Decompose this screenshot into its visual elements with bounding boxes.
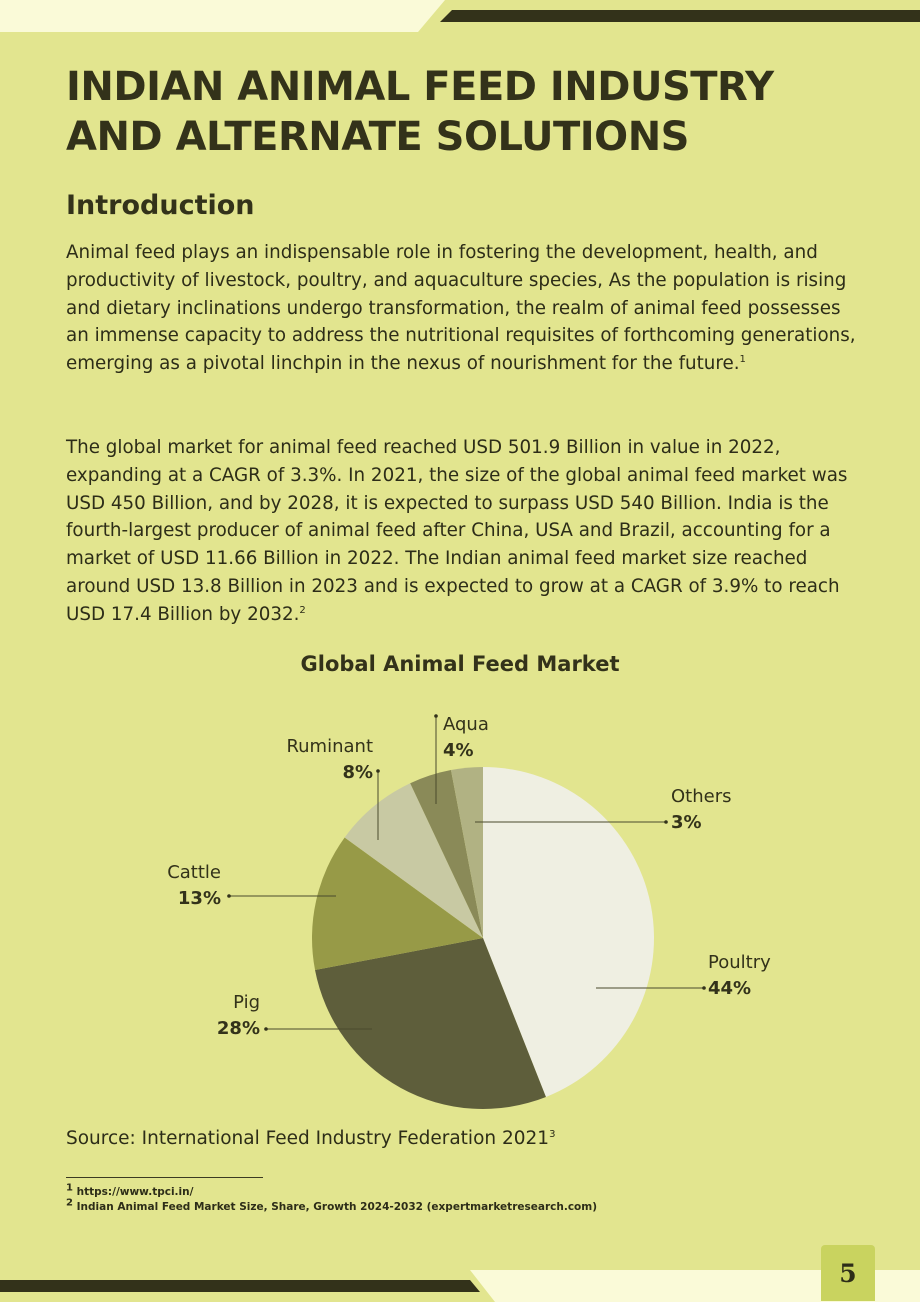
- page-number-badge: [821, 1245, 875, 1301]
- bottom-dark-stripe: [0, 1280, 480, 1292]
- slice-value-poultry: 44%: [708, 978, 752, 999]
- footnote-ref-2: 2: [299, 604, 306, 616]
- paragraph-1-text: Animal feed plays an indispensable role in fostering the development, health, and productivity of livestock, poultry, and aquaculture species, As the population is rising and dietary inclinations undergo transformation, the realm of animal feed possesses an immense capacity to address the nutritional requisites of forthcoming generations, emerging as a pivotal linchpin in the nexus of nourishment for the future.: [66, 242, 856, 375]
- top-light-band: [0, 0, 445, 32]
- slice-label-poultry: Poultry: [708, 952, 771, 973]
- slice-label-cattle: Cattle: [167, 862, 221, 883]
- paragraph-2-text: The global market for animal feed reached USD 501.9 Billion in value in 2022, expanding at a CAGR of 3.3%. In 2021, the size of the global animal feed market was USD 450 Billion, and by 2028, it is expected to surpass USD 540 Billion. India is the fourth-largest producer of animal feed after China, USA and Brazil, accounting for a market of USD 11.66 Billion in 2022. The Indian animal feed market size reached around USD 13.8 Billion in 2023 and is expected to grow at a CAGR of 3.9% to reach USD 17.4 Billion by 2032.: [66, 437, 848, 625]
- slice-value-aqua: 4%: [443, 740, 474, 761]
- leader-dot-cattle: [227, 894, 231, 898]
- slice-label-ruminant: Ruminant: [286, 736, 373, 757]
- slice-value-ruminant: 8%: [342, 762, 373, 783]
- page-title: INDIAN ANIMAL FEED INDUSTRY AND ALTERNATE SOLUTIONS: [66, 64, 774, 160]
- footnote-divider: [66, 1177, 263, 1178]
- leader-dot-aqua: [434, 714, 438, 718]
- footnote-1: [66, 1182, 194, 1198]
- chart-title: Global Animal Feed Market: [300, 652, 620, 676]
- footnote-ref-1: 1: [739, 354, 746, 366]
- footnote-1-text[interactable]: https://www.tpci.in/: [76, 1186, 194, 1198]
- slice-label-aqua: Aqua: [443, 714, 489, 735]
- top-dark-stripe: [440, 10, 920, 22]
- introduction-paragraph-2: [66, 434, 866, 629]
- slice-value-cattle: 13%: [177, 888, 221, 909]
- leader-dot-pig: [264, 1027, 268, 1031]
- bottom-decoration-band: [0, 1270, 920, 1302]
- leader-dot-ruminant: [376, 769, 380, 773]
- footnote-ref-3: 3: [549, 1128, 556, 1140]
- footnote-1-number: 1: [66, 1182, 73, 1194]
- slice-value-others: 3%: [671, 812, 702, 833]
- leader-dot-poultry: [702, 986, 706, 990]
- slice-value-pig: 28%: [216, 1018, 260, 1039]
- slice-label-others: Others: [671, 786, 732, 807]
- slice-label-pig: Pig: [233, 992, 260, 1013]
- footnote-2-number: 2: [66, 1197, 73, 1209]
- section-heading-introduction: Introduction: [66, 190, 255, 221]
- footnote-2: [66, 1197, 597, 1213]
- pie-chart: [0, 640, 920, 1120]
- leader-dot-others: [664, 820, 668, 824]
- pie-slices: [312, 767, 654, 1109]
- source-text: Source: International Feed Industry Federation 2021: [66, 1128, 550, 1149]
- introduction-paragraph-1: [66, 239, 866, 378]
- chart-source: [66, 1128, 555, 1149]
- page-number: 5: [839, 1258, 857, 1288]
- top-decoration-band: [0, 0, 920, 34]
- footnote-2-text: Indian Animal Feed Market Size, Share, Growth 2024-2032 (expertmarketresearch.com): [76, 1201, 597, 1213]
